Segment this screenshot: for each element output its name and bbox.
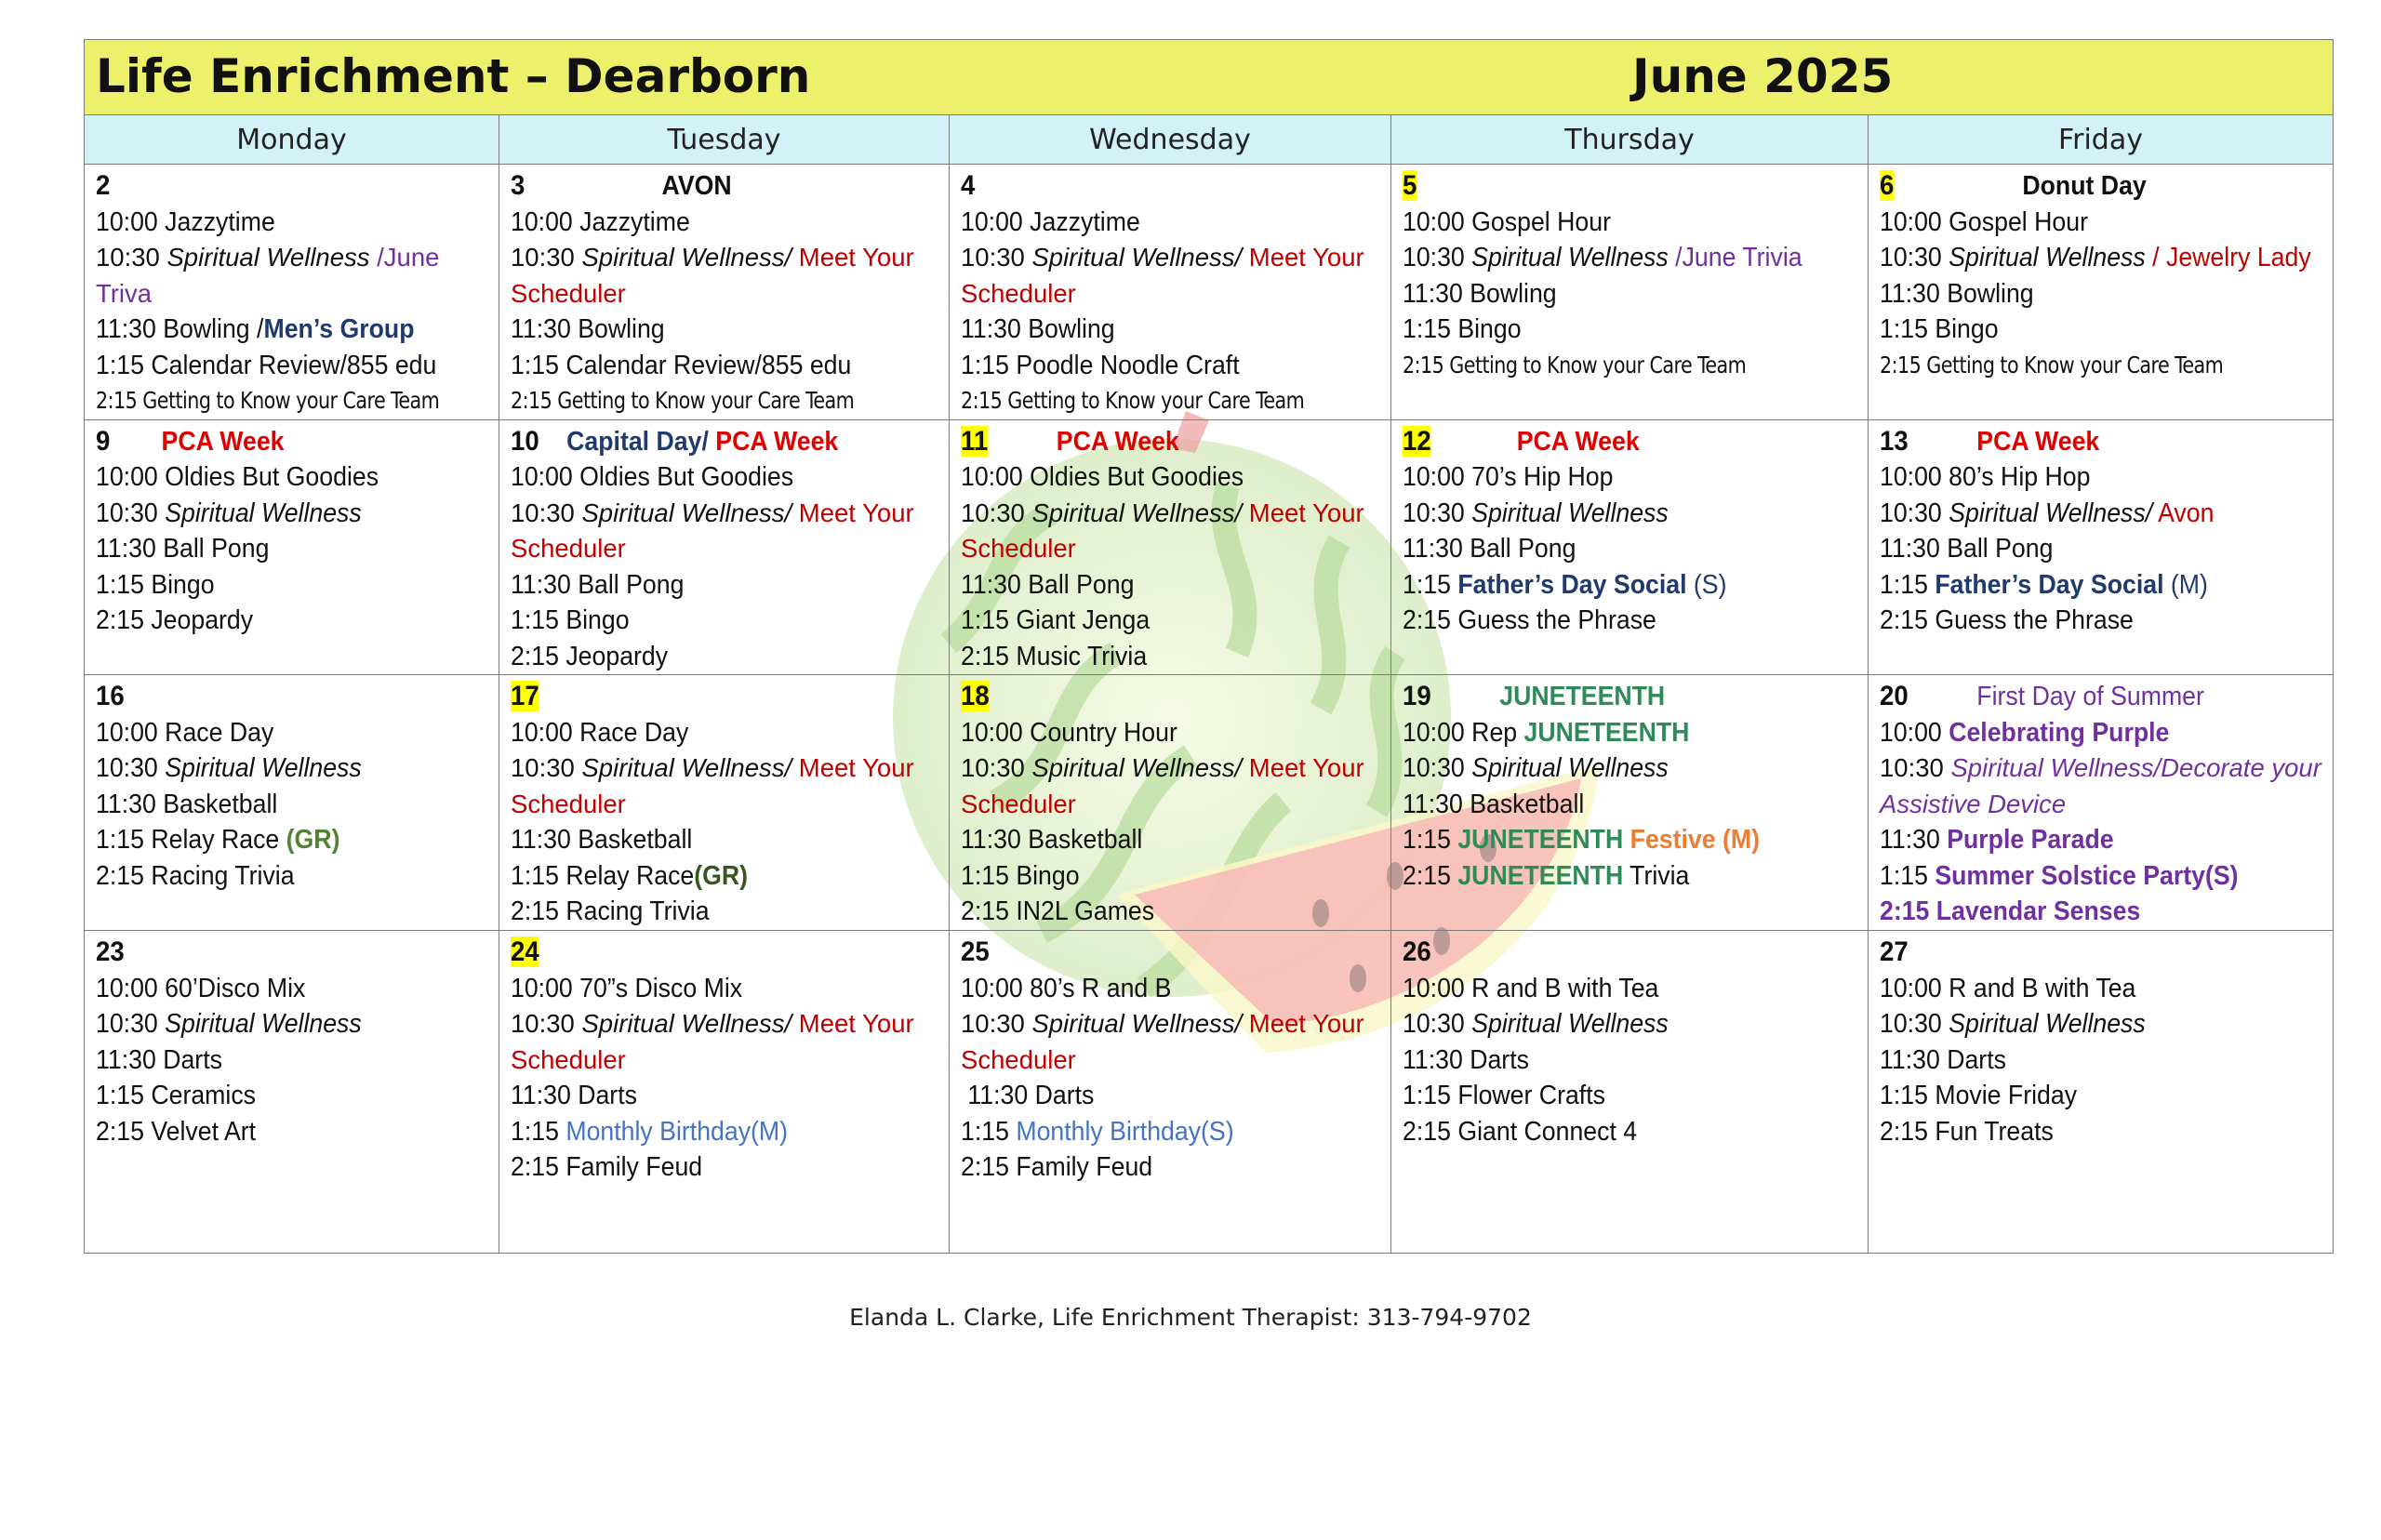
- title-row: [85, 40, 2334, 115]
- day-cell: [499, 419, 950, 675]
- day-theme: Donut Day: [2022, 171, 2147, 201]
- event-line: 11:30 Darts: [961, 1081, 1095, 1110]
- day-cell: [499, 931, 950, 1254]
- day-theme: PCA Week: [1516, 426, 1640, 457]
- calendar-page: [84, 39, 2333, 1254]
- event-line: 11:30 Bowling: [511, 314, 665, 344]
- event-line: 11:30 Darts: [511, 1081, 637, 1110]
- event-line: 10:00 Jazzytime: [961, 206, 1140, 237]
- event-line: 10:30 Spiritual Wellness: [1403, 498, 1669, 528]
- day-header-tuesday: Tuesday: [499, 115, 950, 165]
- event-line: 2:15 Family Feud: [961, 1152, 1153, 1182]
- day-theme: PCA Week: [161, 426, 285, 457]
- week-row: [85, 931, 2334, 1254]
- event-line: 10:00 Celebrating Purple: [1880, 717, 2170, 748]
- day-number: 6: [1880, 170, 1895, 201]
- event-line: 2:15 Jeopardy: [511, 641, 669, 671]
- event-line: 11:30 Ball Pong: [1403, 534, 1576, 564]
- event-line: 2:15 Music Trivia: [961, 641, 1148, 671]
- day-number: 2: [96, 170, 111, 201]
- event-line: 1:15 Relay Race(GR): [511, 860, 749, 891]
- day-header-monday: Monday: [85, 115, 499, 165]
- event-line: 1:15 Summer Solstice Party(S): [1880, 860, 2239, 891]
- event-line: 10:00 70’s Hip Hop: [1403, 462, 1614, 492]
- day-number: 24: [511, 936, 539, 967]
- day-cell: [1869, 419, 2334, 675]
- event-line: 10:00 Gospel Hour: [1403, 206, 1611, 237]
- event-line: 10:00 Oldies But Goodies: [961, 462, 1244, 492]
- event-line: 11:30 Ball Pong: [1880, 534, 2054, 564]
- day-cell: [85, 675, 499, 931]
- event-line: 10:00 70”s Disco Mix: [511, 973, 743, 1003]
- event-line: 11:30 Basketball: [96, 789, 278, 819]
- event-line: 11:30 Purple Parade: [1880, 825, 2114, 855]
- day-cell: [1391, 165, 1869, 420]
- day-number: 16: [96, 681, 125, 711]
- event-line: 2:15 Getting to Know your Care Team: [1403, 351, 1747, 378]
- event-line: 1:15 Movie Friday: [1880, 1081, 2078, 1110]
- event-line: 10:30 Spiritual Wellness / Jewelry Lady: [1880, 243, 2311, 272]
- day-header-thursday: Thursday: [1391, 115, 1869, 165]
- event-line: 10:00 Jazzytime: [96, 206, 275, 237]
- day-cell: [1869, 165, 2334, 420]
- day-number: 25: [961, 936, 990, 967]
- event-line: 10:00 Oldies But Goodies: [96, 462, 379, 492]
- day-number: 5: [1403, 170, 1417, 201]
- event-line: 10:00 Oldies But Goodies: [511, 462, 794, 492]
- event-line: 1:15 Bingo: [511, 605, 630, 635]
- event-line: 1:15 Bingo: [96, 569, 215, 600]
- event-line: 11:30 Ball Pong: [511, 569, 685, 600]
- event-line: 2:15 Family Feud: [511, 1152, 703, 1182]
- event-line: 2:15 Velvet Art: [96, 1116, 257, 1147]
- event-line: 1:15 Bingo: [961, 860, 1080, 891]
- event-line: 1:15 JUNETEENTH Festive (M): [1403, 825, 1760, 855]
- week-row: [85, 675, 2334, 931]
- day-header-friday: Friday: [1869, 115, 2334, 165]
- event-line: 11:30 Bowling: [961, 314, 1115, 344]
- event-line: 2:15 Giant Connect 4: [1403, 1116, 1638, 1147]
- event-line: 10:30 Spiritual Wellness/ Meet Your Scheduler: [961, 243, 1364, 308]
- month-title: June 2025: [1632, 49, 1894, 103]
- event-line: 10:30 Spiritual Wellness/ Meet Your Scheduler: [511, 243, 914, 308]
- event-line: 10:30 Spiritual Wellness: [96, 753, 362, 783]
- day-number: 18: [961, 681, 990, 711]
- event-line: 10:30 Spiritual Wellness: [96, 498, 362, 528]
- event-line: 1:15 Giant Jenga: [961, 605, 1151, 635]
- event-line: 10:30 Spiritual Wellness: [1403, 753, 1669, 783]
- day-cell: [1869, 931, 2334, 1254]
- event-line: 10:30 Spiritual Wellness/ Avon: [1880, 498, 2215, 528]
- event-line: 10:00 80’s Hip Hop: [1880, 462, 2091, 492]
- calendar-title: Life Enrichment – Dearborn: [96, 49, 811, 103]
- event-line: 1:15 Ceramics: [96, 1081, 257, 1110]
- event-line: 10:30 Spiritual Wellness/Decorate your Assistive Device: [1880, 753, 2321, 818]
- day-cell: [85, 165, 499, 420]
- event-line: 11:30 Ball Pong: [961, 569, 1135, 600]
- day-number: 10: [511, 425, 539, 457]
- day-cell: [1391, 675, 1869, 931]
- event-line: 1:15 Calendar Review/855 edu: [96, 350, 437, 380]
- event-line: 10:00 Country Hour: [961, 717, 1177, 748]
- event-line: 2:15 Lavendar Senses: [1880, 896, 2141, 926]
- event-line: 10:30 Spiritual Wellness/ Meet Your Scheduler: [961, 753, 1364, 818]
- event-line: 1:15 Calendar Review/855 edu: [511, 350, 852, 380]
- day-header-wednesday: Wednesday: [950, 115, 1391, 165]
- event-line: 2:15 Fun Treats: [1880, 1116, 2054, 1147]
- event-line: 10:30 Spiritual Wellness: [1403, 1009, 1669, 1039]
- event-line: 2:15 Getting to Know your Care Team: [96, 387, 440, 414]
- event-line: 2:15 Guess the Phrase: [1880, 605, 2134, 635]
- event-line: 10:30 Spiritual Wellness/ Meet Your Scheduler: [961, 1009, 1364, 1074]
- event-line: 10:30 Spiritual Wellness/ Meet Your Scheduler: [511, 498, 914, 563]
- event-line: 11:30 Basketball: [511, 825, 693, 855]
- day-theme: PCA Week: [1976, 426, 2100, 457]
- day-number: 26: [1403, 936, 1431, 967]
- day-cell: [950, 931, 1391, 1254]
- footer-contact: Elanda L. Clarke, Life Enrichment Therapist: 313-794-9702: [849, 1304, 1532, 1331]
- day-cell: [1391, 931, 1869, 1254]
- day-number: 12: [1403, 425, 1431, 457]
- day-cell: [950, 675, 1391, 931]
- day-number: 13: [1880, 425, 1909, 457]
- day-number: 9: [96, 425, 111, 457]
- event-line: 11:30 Basketball: [961, 825, 1143, 855]
- day-number: 19: [1403, 681, 1431, 711]
- event-line: 1:15 Monthly Birthday(M): [511, 1116, 789, 1147]
- title-bar: [85, 40, 2334, 115]
- event-line: 1:15 Bingo: [1880, 314, 1999, 344]
- event-line: 2:15 Getting to Know your Care Team: [961, 387, 1305, 414]
- day-cell: [499, 165, 950, 420]
- event-line: 2:15 JUNETEENTH Trivia: [1403, 860, 1690, 891]
- day-theme: First Day of Summer: [1976, 682, 2204, 711]
- day-theme: AVON: [661, 171, 732, 201]
- event-line: 10:00 R and B with Tea: [1880, 973, 2136, 1003]
- calendar-table: [84, 39, 2334, 1254]
- day-number: 11: [961, 425, 989, 457]
- event-line: 10:30 Spiritual Wellness: [1880, 1009, 2146, 1039]
- day-cell: [85, 419, 499, 675]
- day-number: 23: [96, 936, 125, 967]
- event-line: 1:15 Flower Crafts: [1403, 1081, 1605, 1110]
- event-line: 10:00 Gospel Hour: [1880, 206, 2088, 237]
- weekday-header-row: [85, 115, 2334, 165]
- event-line: 2:15 Guess the Phrase: [1403, 605, 1656, 635]
- day-number: 17: [511, 681, 539, 711]
- day-theme: Capital Day/: [566, 426, 709, 457]
- day-number: 3: [511, 170, 525, 201]
- event-line: 11:30 Bowling: [1880, 278, 2034, 309]
- event-line: 11:30 Ball Pong: [96, 534, 270, 564]
- event-line: 10:30 Spiritual Wellness/ Meet Your Scheduler: [511, 753, 914, 818]
- day-number: 20: [1880, 681, 1909, 711]
- event-line: 2:15 Racing Trivia: [511, 896, 710, 926]
- event-line: 1:15 Father’s Day Social (M): [1880, 569, 2208, 600]
- event-line: 11:30 Darts: [1880, 1044, 2006, 1075]
- event-line: 10:30 Spiritual Wellness/ Meet Your Scheduler: [961, 498, 1364, 563]
- week-row: [85, 165, 2334, 420]
- event-line: 11:30 Basketball: [1403, 789, 1585, 819]
- event-line: 11:30 Darts: [1403, 1044, 1529, 1075]
- day-cell: [85, 931, 499, 1254]
- event-line: 10:00 Race Day: [96, 717, 274, 748]
- event-line: 10:30 Spiritual Wellness/ Meet Your Scheduler: [511, 1009, 914, 1074]
- event-line: 1:15 Relay Race (GR): [96, 825, 340, 855]
- day-number: 27: [1880, 936, 1909, 967]
- event-line: 1:15 Monthly Birthday(S): [961, 1116, 1234, 1147]
- day-cell: [1869, 675, 2334, 931]
- event-line: 2:15 Racing Trivia: [96, 860, 295, 891]
- day-cell: [499, 675, 950, 931]
- event-line: 2:15 Getting to Know your Care Team: [511, 387, 855, 414]
- event-line: 1:15 Poodle Noodle Craft: [961, 350, 1240, 380]
- event-line: 1:15 Bingo: [1403, 314, 1522, 344]
- event-line: 10:00 Jazzytime: [511, 206, 690, 237]
- day-cell: [950, 165, 1391, 420]
- event-line: 11:30 Darts: [96, 1044, 222, 1075]
- event-line: 10:00 Race Day: [511, 717, 689, 748]
- event-line: 2:15 Getting to Know your Care Team: [1880, 351, 2224, 378]
- day-theme: PCA Week: [1056, 426, 1179, 457]
- event-line: 11:30 Bowling: [1403, 278, 1557, 309]
- day-cell: [950, 419, 1391, 675]
- event-line: 10:00 80’s R and B: [961, 973, 1172, 1003]
- event-line: 10:30 Spiritual Wellness /June Triva: [96, 243, 440, 308]
- day-theme: PCA Week: [708, 426, 839, 457]
- event-line: 10:00 60’Disco Mix: [96, 973, 306, 1003]
- week-row: [85, 419, 2334, 675]
- event-line: 10:30 Spiritual Wellness /June Trivia: [1403, 243, 1802, 272]
- event-line: 10:00 Rep JUNETEENTH: [1403, 717, 1690, 748]
- day-cell: [1391, 419, 1869, 675]
- event-line: 1:15 Father’s Day Social (S): [1403, 569, 1727, 600]
- event-line: 2:15 IN2L Games: [961, 896, 1155, 926]
- day-theme: JUNETEENTH: [1499, 682, 1666, 711]
- event-line: 10:30 Spiritual Wellness: [96, 1009, 362, 1039]
- day-number: 4: [961, 170, 976, 201]
- event-line: 2:15 Jeopardy: [96, 605, 254, 635]
- event-line: 11:30 Bowling /Men’s Group: [96, 314, 415, 344]
- event-line: 10:00 R and B with Tea: [1403, 973, 1659, 1003]
